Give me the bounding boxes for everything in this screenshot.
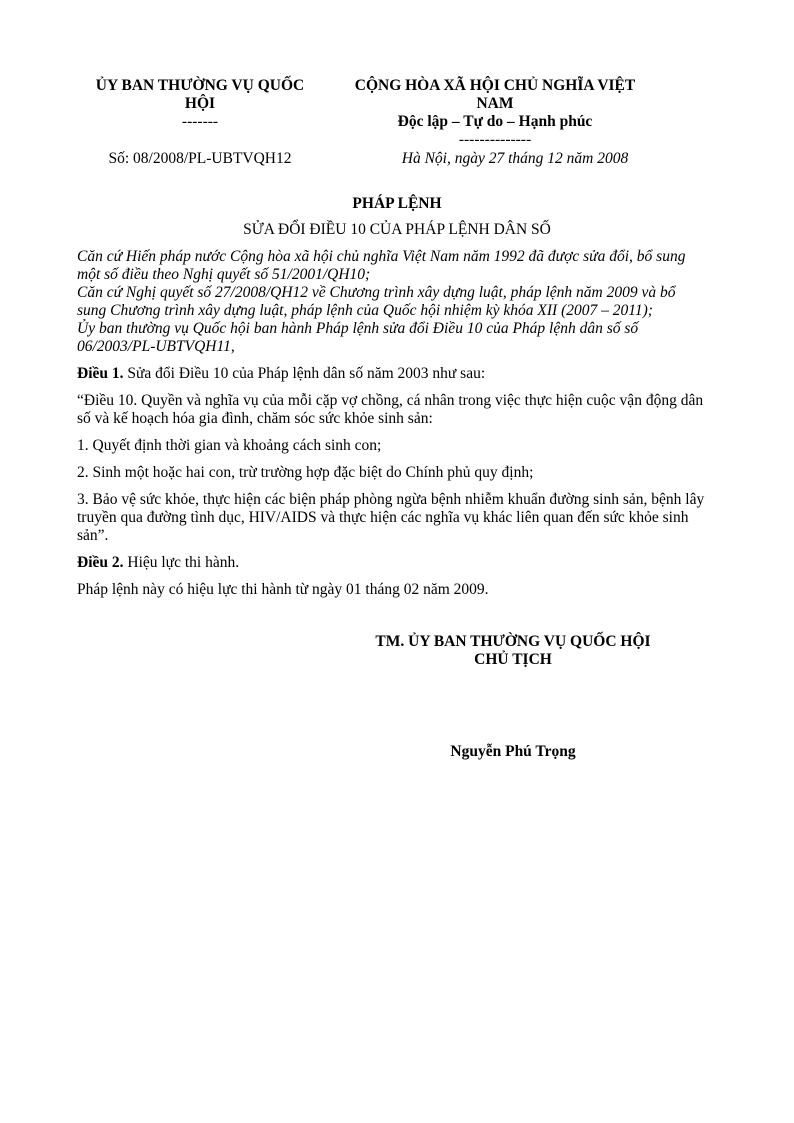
national-motto: Độc lập – Tự do – Hạnh phúc xyxy=(397,113,593,130)
national-title: CỘNG HÒA XÃ HỘI CHỦ NGHĨA VIỆT NAM xyxy=(354,77,636,112)
preamble xyxy=(77,248,707,356)
document-body xyxy=(77,248,707,608)
article-2-label: Điều 2. xyxy=(77,554,124,571)
article-2 xyxy=(77,554,707,572)
article-1 xyxy=(77,365,707,383)
article-2-text: Hiệu lực thi hành. xyxy=(123,554,240,571)
document-subject: SỬA ĐỔI ĐIỀU 10 CỦA PHÁP LỆNH DÂN SỐ xyxy=(243,221,551,238)
document-type: PHÁP LỆNH xyxy=(352,195,442,212)
right-divider: -------------- xyxy=(458,131,532,148)
article-1-text: Sửa đổi Điều 10 của Pháp lệnh dân số năm 2003 như sau: xyxy=(123,365,486,382)
signatory-name: Nguyễn Phú Trọng xyxy=(450,743,576,760)
preamble-line: Căn cứ Nghị quyết số 27/2008/QH12 về Chương trình xây dựng luật, pháp lệnh năm 2009 và bổ sung Chương trình xây dựng luật, pháp lệnh của Quốc hội nhiệm kỳ khóa XII (2007 – 2011); xyxy=(77,284,676,319)
signature-on-behalf: TM. ỦY BAN THƯỜNG VỤ QUỐC HỘI xyxy=(375,633,651,650)
article-10-intro: “Điều 10. Quyền và nghĩa vụ của mỗi cặp vợ chồng, cá nhân trong việc thực hiện cuộc vận động dân số và kế hoạch hóa gia đình, chăm sóc sức khỏe sinh sản: xyxy=(77,392,704,427)
place-date: Hà Nội, ngày 27 tháng 12 năm 2008 xyxy=(401,150,629,167)
preamble-line: Căn cứ Hiến pháp nước Cộng hòa xã hội chủ nghĩa Việt Nam năm 1992 đã được sửa đổi, bổ sung một số điều theo Nghị quyết số 51/2001/QH10; xyxy=(77,248,686,283)
left-divider: ------- xyxy=(181,113,219,130)
effective-date-clause: Pháp lệnh này có hiệu lực thi hành từ ngày 01 tháng 02 năm 2009. xyxy=(77,581,489,598)
issuing-agency: ỦY BAN THƯỜNG VỤ QUỐC HỘI xyxy=(95,77,305,112)
document-number: Số: 08/2008/PL-UBTVQH12 xyxy=(108,150,292,167)
preamble-line: Ủy ban thường vụ Quốc hội ban hành Pháp lệnh sửa đổi Điều 10 của Pháp lệnh dân số số 06/2003/PL-UBTVQH11, xyxy=(77,320,639,355)
signature-position: CHỦ TỊCH xyxy=(474,651,552,668)
article-1-label: Điều 1. xyxy=(77,365,124,382)
article-10-item: 2. Sinh một hoặc hai con, trừ trường hợp đặc biệt do Chính phủ quy định; xyxy=(77,464,534,481)
article-10-item: 3. Bảo vệ sức khỏe, thực hiện các biện pháp phòng ngừa bệnh nhiễm khuẩn đường sinh sản, bệnh lây truyền qua đường tình dục, HIV/AIDS và thực hiện các nghĩa vụ khác liên quan đến sức khỏe sinh sản”. xyxy=(77,491,705,544)
article-10-item: 1. Quyết định thời gian và khoảng cách sinh con; xyxy=(77,437,382,454)
